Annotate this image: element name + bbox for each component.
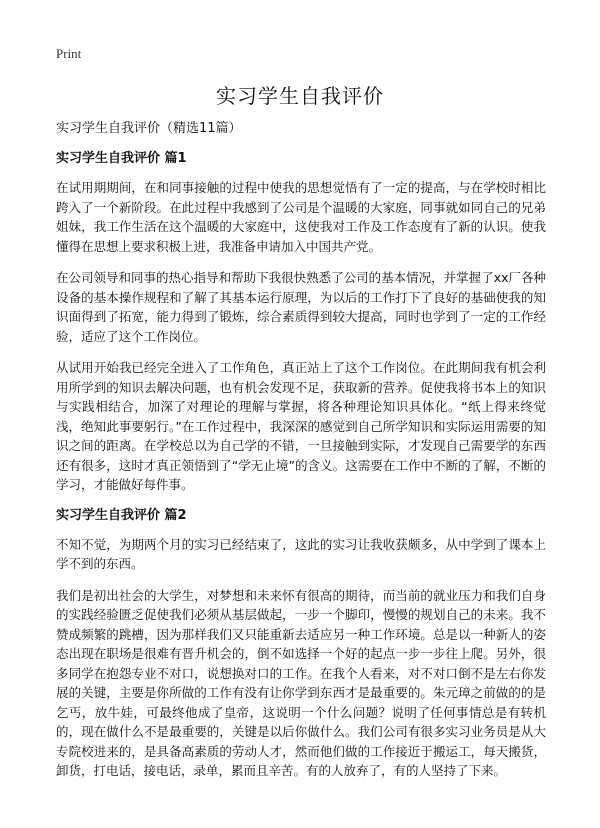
section-2	[56, 507, 546, 781]
print-label: Print	[56, 46, 82, 61]
document-title: 实习学生自我评价	[216, 84, 384, 108]
paragraph: 在公司领导和同事的热心指导和帮助下我很快熟悉了公司的基本情况，并掌握了xx厂各种设备的基本操作规程和了解了其基本运行原理，为以后的工作打下了良好的基础使我的知识面得到了拓宽，能力得到了锻炼，综合素质得到较大提高，同时也学到了一定的工作经验，适应了这个工作岗位。	[56, 270, 546, 344]
section-heading: 实习学生自我评价 篇1	[56, 151, 187, 166]
paragraph: 不知不觉，为期两个月的实习已经结束了，这此的实习让我收获颇多，从中学到了课本上学不到的东西。	[56, 536, 546, 571]
section-heading: 实习学生自我评价 篇2	[56, 507, 187, 523]
document-body	[56, 120, 546, 793]
paragraph: 我们是初出社会的大学生，对梦想和未来怀有很高的期待，而当前的就业压力和我们自身的实践经验匮乏促使我们必须从基层做起，一步一个脚印，慢慢的规划自己的未来。我不赞成频繁的跳槽，因为那样我们又只能重新去适应另一种工作环境。总是以一种新人的姿态出现在职场是很难有晋升机会的，倒不如选择一个好的起点一步一步往上爬。另外，很多同学在抱怨专业不对口，说想换对口的工作。在我个人看来，对不对口倒不是左右你发展的关键，主要是你所做的工作有没有让你学到东西才是最重要的。朱元璋之前做的的是乞丐，放牛娃，可最终他成了皇帝，这说明一个什么问题？说明了任何事情总是有转机的，现在做什么不是最重要的，关键是以后你做什么。我们公司有很多实习业务员是从大专院校进来的，是具备高素质的劳动人才，然而他们做的工作接近于搬运工，每天搬货，卸货，打电话，接电话，录单，累而且辛苦。有的人放弃了，有的人坚持了下来。	[56, 587, 546, 778]
section-1	[56, 150, 546, 495]
paragraph: 从试用开始我已经完全进入了工作角色，真正站上了这个工作岗位。在此期间我有机会利用所学到的知识去解决问题，也有机会发现不足，获取新的营养。促使我将书本上的知识与实践相结合，加深了对理论的理解与掌握，将各种理论知识具体化。“纸上得来终觉浅，绝知此事要躬行。”在工作过程中，我深深的感觉到自己所学知识和实际运用需要的知识之间的距离。在学校总以为自己学的不错，一旦接触到实际，才发现自己需要学的东西还有很多，这时才真正领悟到了“学无止境”的含义。这需要在工作中不断的了解，不断的学习，才能做好每件事。	[56, 360, 546, 492]
document-subtitle: 实习学生自我评价（精选11篇）	[56, 121, 242, 136]
paragraph: 在试用期期间，在和同事接触的过程中使我的思想觉悟有了一定的提高，与在学校时相比跨入了一个新阶段。在此过程中我感到了公司是个温暖的大家庭，同事就如同自己的兄弟姐妹，我工作生活在这个温暖的大家庭中，这使我对工作及工作态度有了新的认识。使我懂得在思想上要求积极上进，我准备申请加入中国共产党。	[56, 180, 546, 254]
